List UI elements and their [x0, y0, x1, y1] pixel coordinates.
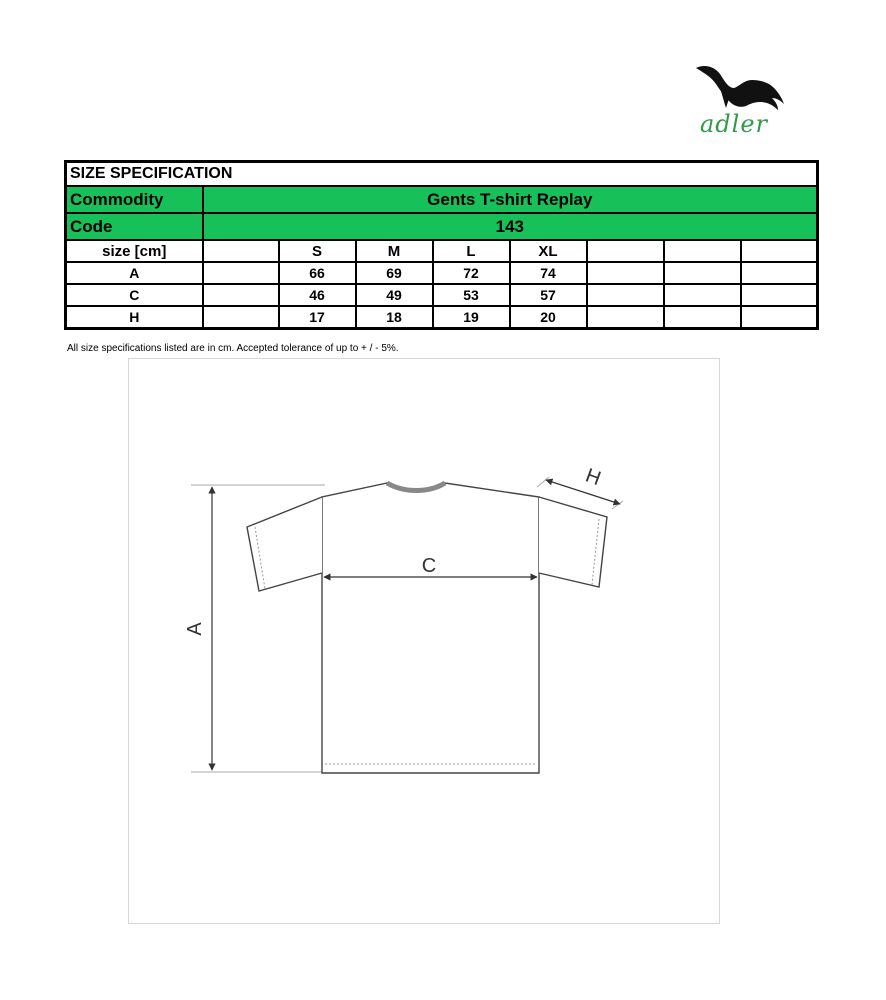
value-cell: 19 — [433, 306, 510, 329]
logo-text: adler — [700, 110, 769, 138]
value-cell: 18 — [356, 306, 433, 329]
value-cell — [203, 306, 279, 329]
label-h: H — [582, 464, 604, 491]
value-cell: 69 — [356, 262, 433, 284]
size-cell: XL — [510, 240, 587, 262]
row-label: H — [66, 306, 203, 329]
value-cell — [664, 262, 741, 284]
label-c: C — [421, 555, 437, 577]
size-cell — [203, 240, 279, 262]
code-value: 143 — [203, 213, 818, 240]
value-cell: 57 — [510, 284, 587, 306]
value-cell — [587, 284, 664, 306]
value-cell: 46 — [279, 284, 356, 306]
size-header-row — [66, 240, 818, 262]
value-cell — [587, 306, 664, 329]
adler-logo — [690, 58, 800, 138]
commodity-label: Commodity — [66, 186, 203, 213]
tolerance-note: All size specifications listed are in cm. Accepted tolerance of up to + / - 5%. — [67, 343, 399, 354]
value-cell: 66 — [279, 262, 356, 284]
size-cell — [664, 240, 741, 262]
value-cell — [664, 306, 741, 329]
table-row — [66, 306, 818, 329]
eagle-icon — [690, 58, 790, 114]
commodity-value: Gents T-shirt Replay — [203, 186, 818, 213]
tshirt-diagram — [128, 358, 720, 924]
value-cell — [203, 284, 279, 306]
size-spec-table — [64, 160, 819, 330]
tshirt-illustration — [129, 359, 719, 923]
row-label: C — [66, 284, 203, 306]
size-cell — [741, 240, 818, 262]
size-cell: L — [433, 240, 510, 262]
value-cell: 72 — [433, 262, 510, 284]
size-cell: S — [279, 240, 356, 262]
value-cell — [741, 284, 818, 306]
size-cell: M — [356, 240, 433, 262]
table-row — [66, 262, 818, 284]
table-row — [66, 284, 818, 306]
value-cell: 20 — [510, 306, 587, 329]
value-cell: 49 — [356, 284, 433, 306]
value-cell — [203, 262, 279, 284]
size-label: size [cm] — [66, 240, 203, 262]
value-cell — [741, 262, 818, 284]
value-cell: 53 — [433, 284, 510, 306]
table-title: SIZE SPECIFICATION — [66, 162, 818, 187]
size-cell — [587, 240, 664, 262]
value-cell: 74 — [510, 262, 587, 284]
value-cell — [664, 284, 741, 306]
row-label: A — [66, 262, 203, 284]
value-cell — [587, 262, 664, 284]
code-label: Code — [66, 213, 203, 240]
value-cell: 17 — [279, 306, 356, 329]
label-a: A — [184, 622, 206, 636]
value-cell — [741, 306, 818, 329]
